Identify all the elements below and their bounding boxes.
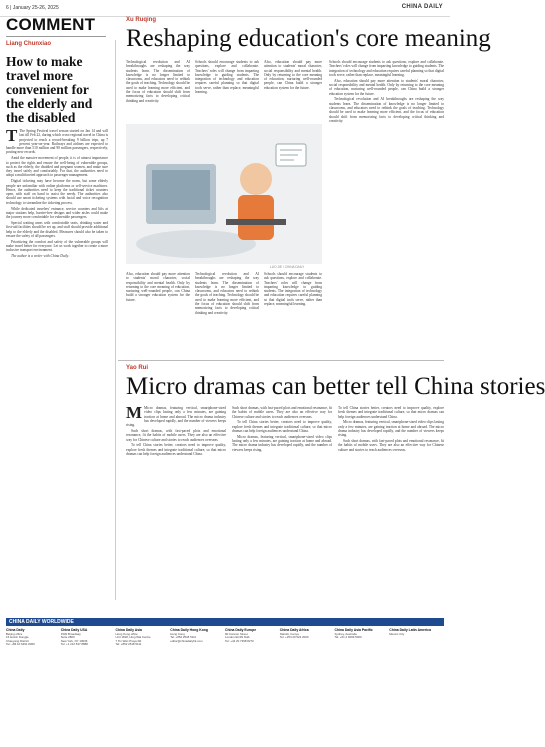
article-bottom-col2: Such short dramas, with fast-paced plots and emotional resonance, fit the habits of mobile users. They are also an effective way for Chinese culture and stories to reach audiences overseas. To tell China stories better, creators need to improve quality, explore fresh themes and integrate traditional culture, so that micro dramas can help foreign audiences understand China. Micro dramas, featuring vertical, smartphone-sized video clips lasting only a few minutes, are gaining traction at home and abroad. The micro drama industry has developed rapidly, and the number of viewers keeps rising.	[232, 406, 332, 452]
article-top-col4: Schools should encourage students to ask questions, explore and collaborate. Teachers' roles will change from imparting knowledge to guiding students. The integration of technology and education requires careful planning so that digital tools serve, rather than replace, meaningful learning. Also, education should pay more attention to students' moral character, social responsibility and mental health. Only by returning to the core meaning of education, nurturing well-rounded people, can China build a stronger education system for the future. Technological revolution and AI breakthroughs are reshaping the way students learn. The dissemination of knowledge is no longer limited to classrooms, and educators need to rethink the goals of teaching. Technology should be used to make learning more efficient, and the focus of education should shift from memorizing facts to developing critical thinking and creativity.	[329, 60, 444, 123]
headline-top: Reshaping education's core meaning	[126, 25, 491, 52]
illustration-credit: LUO JIE / CHINA DAILY	[270, 265, 305, 269]
paragraph: Amid the massive movement of people, it is of utmost importance to protect the rights and ensure the well-being of vulnerable groups, such as the elderly, the disabled and pregnant women, and make sure they travel safely and comfortably. For that, the authorities need to adopt a multifaceted approach to passenger management.	[6, 156, 108, 178]
office-item: China Daily Asia Hong Kong office Unit 1818, Hing Wai Centre 7 Tin Wan Praya Rd Tel: +852 2518 5111	[115, 628, 151, 647]
paragraph: Digital ticketing may have become the norm, but some elderly people are unfamiliar with online platforms or self-service machines. Hence, the authorities need to keep the traditional ticket counters open, with staff on hand to assist the needy. The authorities also should use smart ticketing systems with facial and voice recognition technology to streamline the ticketing process.	[6, 179, 108, 205]
section-title: COMMENT	[6, 15, 96, 34]
byline-bottom: Yao Rui	[126, 365, 149, 371]
byline-left: Liang Chunxiao	[6, 41, 51, 47]
office-item: China Daily Africa Nairobi, Kenya Tel: +254 20 522 2000	[279, 628, 309, 640]
footer	[6, 618, 444, 738]
publication-name: CHINA DAILY	[401, 4, 443, 10]
headline-bottom: Micro dramas can better tell China stories	[126, 373, 545, 400]
editorial-illustration	[126, 124, 322, 264]
office-list	[6, 629, 444, 647]
office-item: China Daily Latin America Mexico City	[389, 628, 431, 636]
byline-top: Xu Ruqing	[126, 17, 156, 23]
office-item: China Daily Hong Kong Hong Kong Tel: +852 2518 5111 editor@chinadailyhk.com	[170, 628, 208, 643]
article-bottom-col3: To tell China stories better, creators need to improve quality, explore fresh themes and integrate traditional culture, so that micro dramas can help foreign audiences understand China. Micro dramas, featuring vertical, smartphone-sized video clips lasting only a few minutes, are gaining traction at home and abroad. The micro drama industry has developed rapidly, and the number of viewers keeps rising. Such short dramas, with fast-paced plots and emotional resonance, fit the habits of mobile users. They are also an effective way for Chinese culture and stories to reach audiences overseas.	[338, 406, 444, 452]
office-item: China Daily Asia Pacific Sydney, Australia Tel: +61 2 9299 5000	[334, 628, 373, 640]
office-item: China Daily Beijing office 15 Huixin Dongjie Chaoyang District Tel: +86 10 6491 8366	[6, 628, 35, 647]
article-left-body	[6, 126, 108, 607]
page-info: 6 | January 25-26, 2025	[6, 5, 59, 11]
article-top-col1b: Also, education should pay more attention to students' moral character, social responsibility and mental health. Only by returning to the core meaning of education, nurturing well-rounded people, can China build a stronger education system for the future.	[126, 272, 190, 302]
article-bottom-col1: M Micro dramas, featuring vertical, smartphone-sized video clips lasting only a few minutes, are gaining traction at home and abroad. The micro drama industry has developed rapidly, and the number of viewers keeps rising. Such short dramas, with fast-paced plots and emotional resonance, fit the habits of mobile users. They are also an effective way for Chinese culture and stories to reach audiences overseas. To tell China stories better, creators need to improve quality, explore fresh themes and integrate traditional culture, so that micro dramas can help foreign audiences understand China.	[126, 403, 226, 456]
article-top-col2: Schools should encourage students to ask questions, explore and collaborate. Teachers' roles will change from imparting knowledge to guiding students. The integration of technology and education requires careful planning so that digital tools serve, rather than replace, meaningful learning.	[195, 60, 259, 95]
paragraph: While dedicated travelers' entrance, service counters and lifts at major stations help, barrier-free designs and wider aisles could make the journey more comfortable for vulnerable passengers.	[6, 206, 108, 220]
divider	[118, 360, 444, 361]
column-divider	[115, 40, 116, 600]
paragraph: T The Spring Festival travel season started on Jan 14 and will last till Feb 22, during which cross-regional travel in China is projected to reach a record-breaking 9 billion trips, up 7 percent year-on-year. Railways and airlines are expected to handle more than 510 million and 90 million passengers, respectively, posting new records.	[6, 126, 108, 155]
paragraph: Special waiting areas with comfortable seats, drinking water and first-aid facilities should be set up, and staff should provide additional help to the elderly and the disabled. Measures should also be taken to ensure the safety of all passengers.	[6, 220, 108, 238]
article-top-col1: Technological revolution and AI breakthroughs are reshaping the way students learn. The dissemination of knowledge is no longer limited to classrooms, and educators need to rethink the goals of teaching. Technology should be used to make learning more efficient, and the focus of education should shift from memorizing facts to developing critical thinking and creativity.	[126, 60, 190, 103]
office-item: China Daily Europe 90 Cannon Street London EC4N 6HA Tel: +44 20 7398 8270	[225, 628, 257, 643]
paragraph: Prioritizing the comfort and safety of the vulnerable groups will make travel better for everyone. Let us work together to create a more inclusive transport environment.	[6, 239, 108, 253]
article-top-col3b: Schools should encourage students to ask questions, explore and collaborate. Teachers' roles will change from imparting knowledge to guiding students. The integration of technology and education requires careful planning so that digital tools serve, rather than replace, meaningful learning.	[264, 272, 322, 307]
author-note: The author is a writer with China Daily.	[11, 254, 69, 259]
office-item: China Daily USA 1500 Broadway Suite 2800 New York, NY 10036 Tel: +1 212 537 8888	[60, 628, 88, 647]
article-top-col2b: Technological revolution and AI breakthroughs are reshaping the way students learn. The dissemination of knowledge is no longer limited to classrooms, and educators need to rethink the goals of teaching. Technology should be used to make learning more efficient, and the focus of education should shift from memorizing facts to developing critical thinking and creativity.	[195, 272, 259, 315]
divider	[6, 36, 106, 37]
article-top-col3: Also, education should pay more attention to students' moral character, social responsibility and mental health. Only by returning to the core meaning of education, nurturing well-rounded people, can China build a stronger education system for the future.	[264, 60, 322, 90]
footer-title: CHINA DAILY WORLDWIDE	[6, 618, 444, 626]
headline-left: How to make travel more convenient for the elderly and the disabled	[6, 54, 93, 125]
